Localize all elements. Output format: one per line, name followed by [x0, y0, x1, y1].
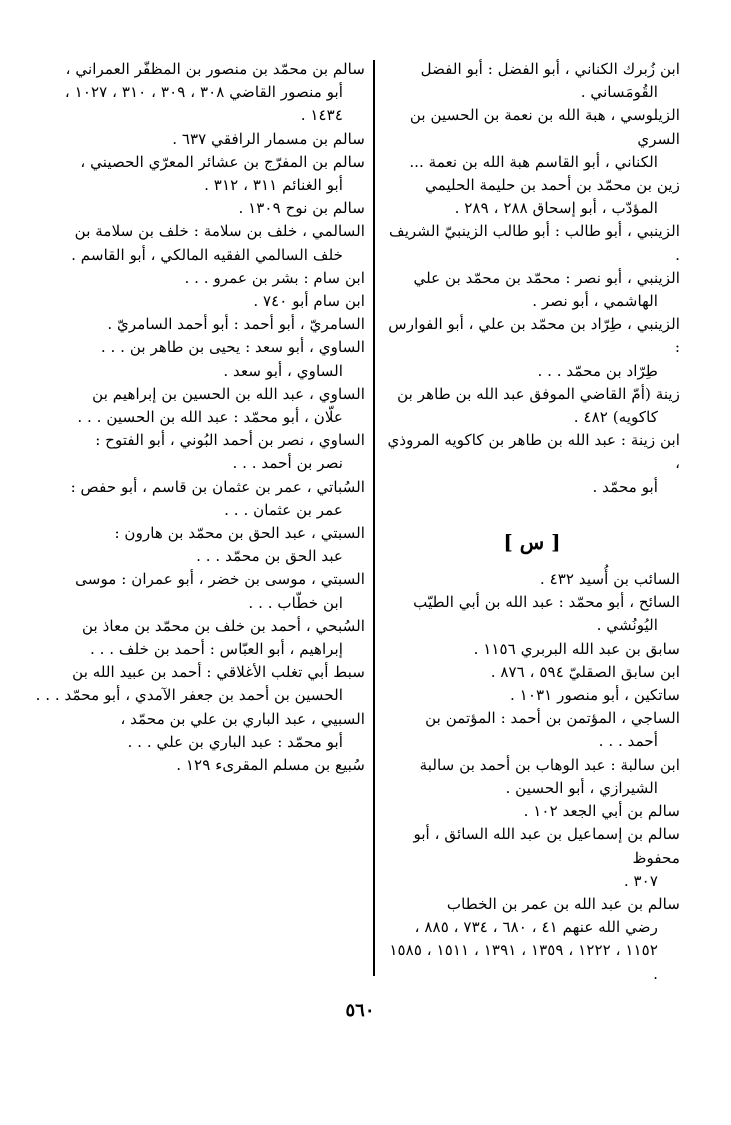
section-heading: [ س ] — [503, 529, 561, 554]
right-entries-after — [384, 568, 680, 986]
index-entry: ابن سام أبو ٧٤٠ . — [253, 292, 365, 311]
index-entry: سبط أبي تغلب الأغلاقي : أحمد بن عبيد الله بن الحسين بن أحمد بن جعفر الآمدي ، أبو محمّد . . . — [35, 663, 365, 705]
index-entry: سالم بن أبي الجعد ١٠٢ . — [523, 802, 680, 821]
index-entry: السبتي ، عبد الحق بن محمّد بن هارون : عبد الحق بن محمّد . . . — [114, 524, 365, 566]
index-entry: سُبيع بن مسلم المقرىء ١٢٩ . — [176, 756, 365, 775]
index-entry: السائح ، أبو محمّد : عبد الله بن أبي الطيّب اليُونُشي . — [413, 593, 680, 635]
right-entries-before — [384, 58, 680, 499]
index-entry: سابق بن عبد الله البربري ١١٥٦ . — [473, 639, 680, 658]
left-column — [30, 58, 365, 777]
page-number: ٥٦٠ — [345, 1000, 375, 1021]
index-entry: ابن سام : بشر بن عمرو . . . — [184, 268, 365, 287]
index-entry: سالم بن نوح ١٣٠٩ . — [238, 199, 365, 218]
index-entry: السبيي ، عبد الباري بن علي بن محمّد ، أبو محمّد : عبد الباري بن علي . . . — [120, 709, 365, 751]
index-entry: السائب بن أُسيد ٤٣٢ . — [539, 570, 680, 589]
index-entry: الزينبي ، أبو طالب : أبو طالب الزينبيّ الشريف . — [388, 222, 680, 264]
index-entry: سالم بن عبد الله بن عمر بن الخطاب رضي الله عنهم ٤١ ، ٦٨٠ ، ٧٣٤ ، ٨٨٥ ، ١١٥٢ ، ١٢٢٢ ، ١٣٥٩ ، ١٣٩١ ، ١٥١١ ، ١٥٨٥ . — [389, 894, 680, 983]
index-entry: السُباتي ، عمر بن عثمان بن قاسم ، أبو حفص : عمر بن عثمان . . . — [70, 477, 365, 519]
index-entry: سالم بن إسماعيل بن عبد الله السائق ، أبو محفوظ ٣٠٧ . — [413, 825, 680, 890]
index-entry: الزينبي ، طِرّاد بن محمّد بن علي ، أبو الفوارس : طِرّاد بن محمّد . . . — [388, 315, 680, 380]
index-entry: سالم بن محمّد بن منصور بن المظفّر العمراني ، أبو منصور القاضي ٣٠٨ ، ٣٠٩ ، ٣١٠ ، ١٠٢٧ ، ١٤٣٤ . — [64, 60, 365, 125]
index-entry: سالم بن مسمار الرافقي ٦٣٧ . — [172, 129, 365, 148]
index-entry: ابن سالبة : عبد الوهاب بن أحمد بن سالبة الشيرازي ، أبو الحسين . — [419, 755, 680, 797]
index-entry: ابن زُبرك الكناني ، أبو الفضل : أبو الفضل القُومَساني . — [420, 60, 680, 102]
index-entry: السُبحي ، أحمد بن خلف بن محمّد بن معاذ بن إبراهيم ، أبو العبّاس : أحمد بن خلف . . . — [82, 616, 365, 659]
index-entry: الزينبي ، أبو نصر : محمّد بن محمّد بن علي الهاشمي ، أبو نصر . — [413, 268, 680, 311]
right-column — [384, 58, 680, 986]
index-entry: سالم بن المفرّج بن عشائر المعرّي الحصيني ، أبو الغنائم ٣١١ ، ٣١٢ . — [80, 152, 365, 195]
index-entry: زين بن محمّد بن أحمد بن حليمة الحليمي المؤدّب ، أبو إسحاق ٢٨٨ ، ٢٨٩ . — [425, 176, 680, 218]
index-entry: الساوي ، عبد الله بن الحسين بن إبراهيم بن علّان ، أبو محمّد : عبد الله بن الحسين . . . — [77, 384, 365, 427]
index-entry: ابن سابق الصقليّ ٥٩٤ ، ٨٧٦ . — [490, 662, 680, 681]
column-divider — [373, 60, 375, 976]
index-entry: ابن زينة : عبد الله بن طاهر بن كاكويه المروذي ، أبو محمّد . — [387, 431, 680, 496]
index-entry: السالمي ، خلف بن سلامة : خلف بن سلامة بن خلف السالمي الفقيه المالكي ، أبو القاسم . — [71, 222, 365, 264]
index-entry: السبتي ، موسى بن خضر ، أبو عمران : موسى ابن خطّاب . . . — [75, 570, 365, 612]
index-entry: السامريّ ، أبو أحمد : أبو أحمد السامريّ . — [107, 315, 365, 334]
index-entry: الزيلوسي ، هبة الله بن نعمة بن الحسين بن السري الكناني ، أبو القاسم هبة الله بن نعمة ... — [409, 106, 680, 171]
index-entry: الساوي ، أبو سعد : يحيى بن طاهر بن . . . الساوي ، أبو سعد . — [100, 338, 365, 380]
index-entry: ساتكين ، أبو منصور ١٠٣١ . — [510, 686, 680, 705]
index-entry: الساجي ، المؤتمن بن أحمد : المؤتمن بن أحمد . . . — [425, 709, 680, 751]
index-entry: زينة (أمّ القاضي الموفق عبد الله بن طاهر بن كاكويه) ٤٨٢ . — [397, 384, 680, 427]
index-entry: الساوي ، نصر بن أحمد البُوني ، أبو الفتوح : نصر بن أحمد . . . — [95, 431, 365, 473]
